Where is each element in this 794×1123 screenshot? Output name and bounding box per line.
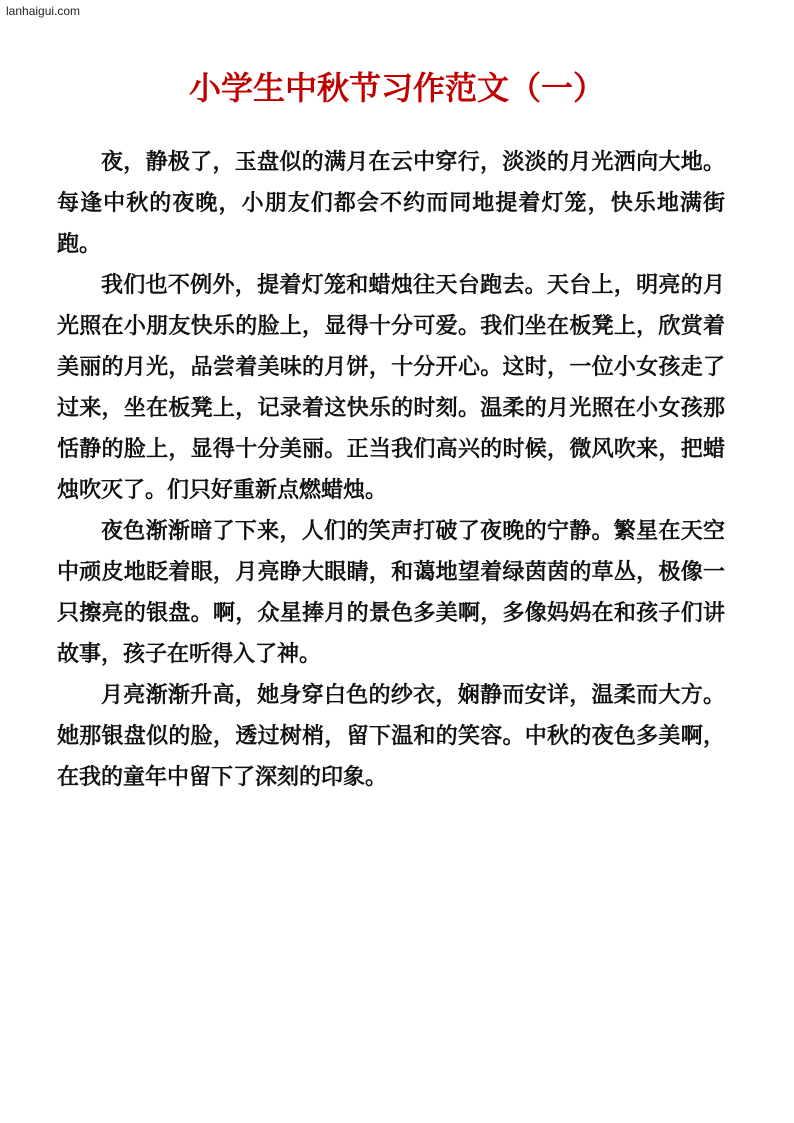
paragraph-2: 我们也不例外，提着灯笼和蜡烛往天台跑去。天台上，明亮的月光照在小朋友快乐的脸上，显得十分可爱。我们坐在板凳上，欣赏着美丽的月光，品尝着美味的月饼，十分开心。这时，一位小女孩走了过来，坐在板凳上，记录着这快乐的时刻。温柔的月光照在小女孩那恬静的脸上，显得十分美丽。正当我们高兴的时候，微风吹来，把蜡烛吹灭了。们只好重新点燃蜡烛。 [57, 273, 725, 503]
paragraph-1: 夜，静极了，玉盘似的满月在云中穿行，淡淡的月光洒向大地。每逢中秋的夜晚，小朋友们都会不约而同地提着灯笼，快乐地满街跑。 [57, 150, 725, 257]
site-watermark-label: lanhaigui.com [6, 4, 81, 18]
paragraph-3: 夜色渐渐暗了下来，人们的笑声打破了夜晚的宁静。繁星在天空中顽皮地眨着眼，月亮睁大眼睛，和蔼地望着绿茵茵的草丛，极像一只擦亮的银盘。啊，众星捧月的景色多美啊，多像妈妈在和孩子们讲故事，孩子在听得入了神。 [57, 519, 725, 667]
paragraph-4: 月亮渐渐升高，她身穿白色的纱衣，娴静而安详，温柔而大方。她那银盘似的脸，透过树梢，留下温和的笑容。中秋的夜色多美啊，在我的童年中留下了深刻的印象。 [57, 683, 725, 790]
document-body [57, 142, 725, 798]
document-title: 小学生中秋节习作范文（一） [188, 69, 605, 107]
